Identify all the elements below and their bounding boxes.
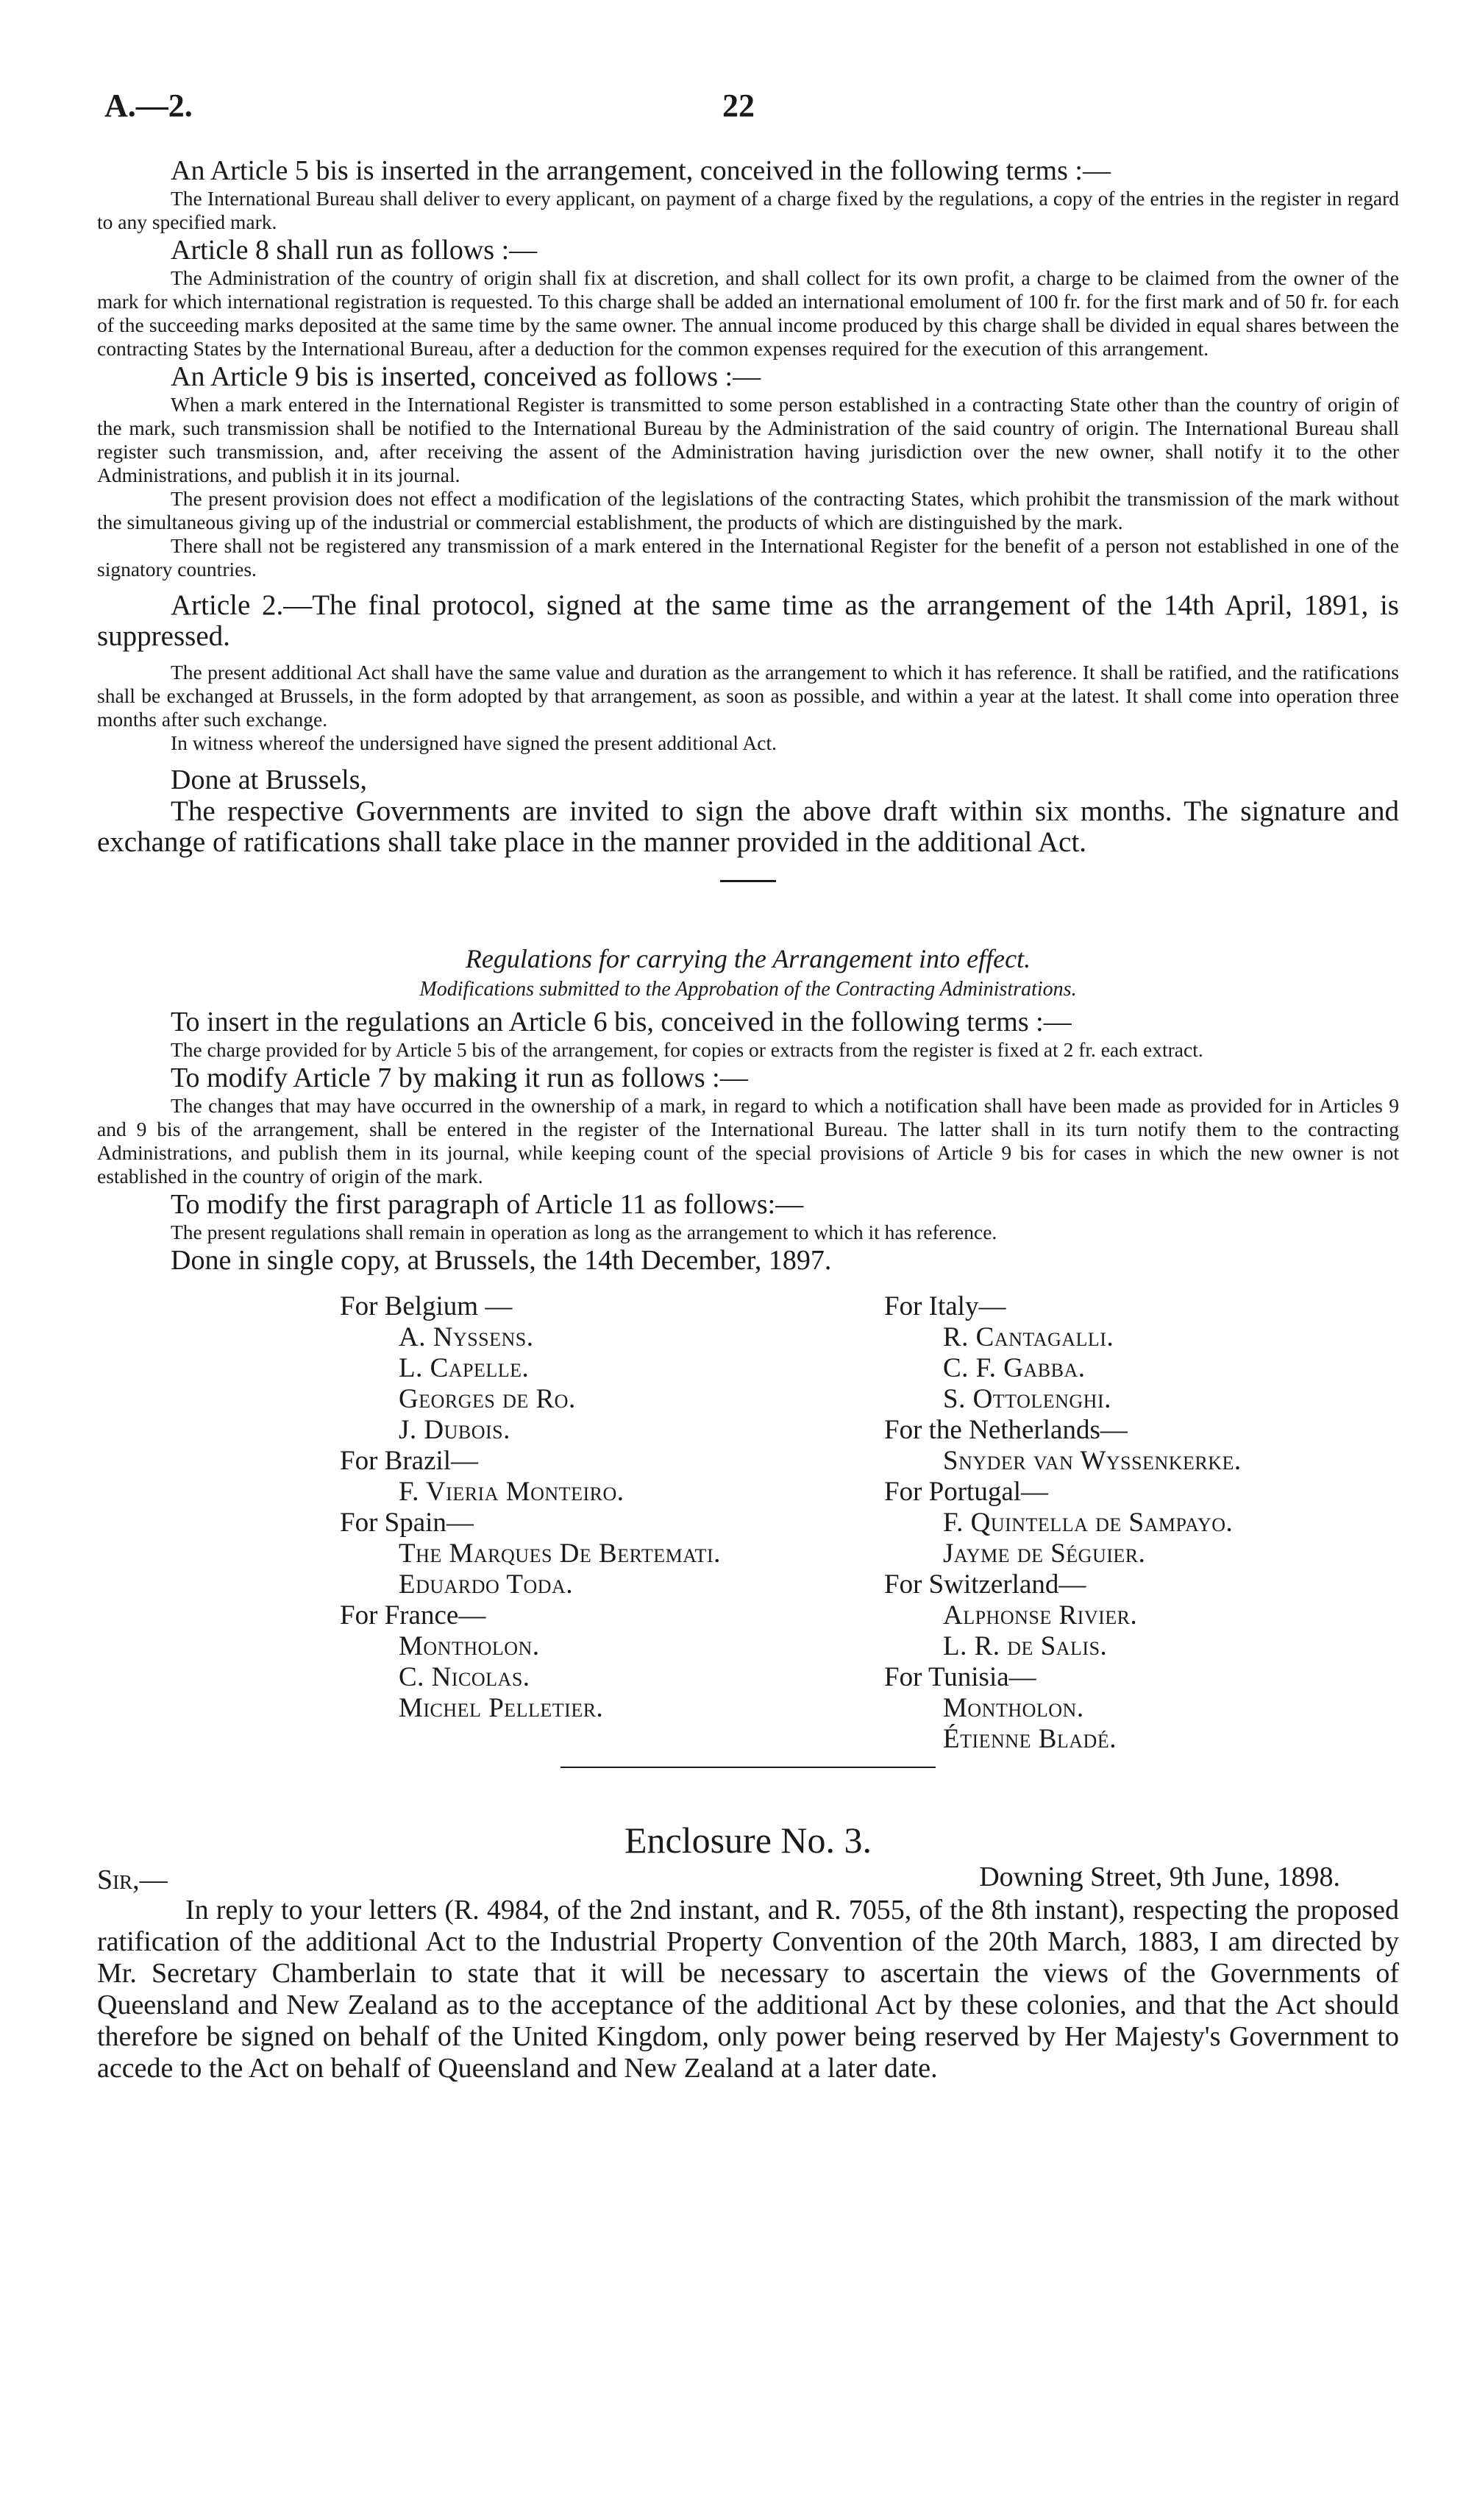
main-content bbox=[97, 155, 1399, 2084]
signatory-name: Alphonse Rivier. bbox=[943, 1600, 1138, 1630]
article-8-text: The Administration of the country of origin shall fix at discretion, and shall collect for its own profit, a charge to be claimed from the owner of the mark for which international registration is requested. To this charge shall be added an international emolument of 100 fr. for the first mark and of 50 fr. for each of the succeeding marks deposited at the same time by the same owner. The annual income produced by this charge shall be divided in equal shares between the contracting States by the International Bureau, after a deduction for the common expenses required for the execution of this arrangement. bbox=[97, 266, 1399, 360]
signatory-name: S. Ottolenghi. bbox=[943, 1384, 1111, 1414]
section-divider bbox=[720, 880, 776, 882]
signatory-name: L. Capelle. bbox=[399, 1353, 530, 1383]
regulations-subtitle: Modifications submitted to the Approbation of the Contracting Administrations. bbox=[419, 978, 1077, 1001]
country-belgium: For Belgium — bbox=[340, 1291, 513, 1321]
regulation-11-intro: To modify the first paragraph of Article 11 as follows:— bbox=[171, 1189, 804, 1220]
done-at-brussels: Done at Brussels, bbox=[171, 764, 368, 795]
signatory-name: The Marques De Bertemati. bbox=[399, 1538, 721, 1569]
signatory-name: A. Nyssens. bbox=[399, 1322, 534, 1352]
country-brazil: For Brazil— bbox=[340, 1446, 479, 1476]
signatory-name: Snyder van Wyssenkerke. bbox=[943, 1446, 1242, 1476]
signatories-left-column bbox=[340, 1291, 721, 1724]
enclosure-title: Enclosure No. 3. bbox=[624, 1820, 872, 1861]
signatory-name: J. Dubois. bbox=[399, 1415, 510, 1445]
regulation-6bis-intro: To insert in the regulations an Article 6 bis, conceived in the following terms :— bbox=[171, 1007, 1072, 1037]
article-9bis-intro: An Article 9 bis is inserted, conceived as follows :— bbox=[171, 361, 761, 392]
regulation-7-text: The changes that may have occurred in the ownership of a mark, in regard to which a notification shall have been made as provided for in Articles 9 and 9 bis of the arrangement, shall be entered in the register of the International Bureau. The latter shall in its turn notify them to the contracting Administrations, and publish them in its journal, while keeping count of the special provisions of Article 9 bis for cases in which the new owner is not established in the country of origin of the mark. bbox=[97, 1094, 1399, 1188]
article-5bis-intro: An Article 5 bis is inserted in the arrangement, conceived in the following terms :— bbox=[171, 155, 1111, 186]
place-date: Downing Street, 9th June, 1898. bbox=[979, 1861, 1340, 1892]
article-9bis-text-3: There shall not be registered any transmission of a mark entered in the International Register for the benefit of a person not established in one of the signatory countries. bbox=[97, 534, 1399, 581]
country-spain: For Spain— bbox=[340, 1508, 474, 1538]
signatory-name: F. Vieria Monteiro. bbox=[399, 1477, 624, 1507]
signatory-name: Étienne Bladé. bbox=[943, 1724, 1117, 1754]
letter-body: In reply to your letters (R. 4984, of the 2nd instant, and R. 7055, of the 8th instant), respecting the proposed ratification of the additional Act to the Industrial Property Convention of the 20th March, 1883, I am directed by Mr. Secretary Chamberlain to state that it will be necessary to ascertain the views of the Governments of Queensland and New Zealand as to the acceptance of the additional Act by these colonies, and that the Act should therefore be signed on behalf of the United Kingdom, only power being reserved by Her Majesty's Government to accede to the Act on behalf of Queensland and New Zealand at a later date. bbox=[97, 1895, 1399, 2084]
regulation-11-text: The present regulations shall remain in operation as long as the arrangement to which it has reference. bbox=[171, 1221, 997, 1243]
country-switzerland: For Switzerland— bbox=[884, 1569, 1086, 1600]
article-9bis-text-1: When a mark entered in the International Register is transmitted to some person established in a contracting State other than the country of origin of the mark, such transmission shall be notified to the International Bureau by the Administration of the said country of origin. The International Bureau shall register such transmission, and, after receiving the assent of the Administration having jurisdiction over the new owner, shall notify it to the other Administrations, and publish it in its journal. bbox=[97, 393, 1399, 486]
regulations-title: Regulations for carrying the Arrangement into effect. bbox=[465, 944, 1031, 973]
signatory-name: C. Nicolas. bbox=[399, 1662, 530, 1692]
paper-reference: A.—2. bbox=[104, 88, 193, 124]
regulation-6bis-text: The charge provided for by Article 5 bis of the arrangement, for copies or extracts from the register is fixed at 2 fr. each extract. bbox=[171, 1038, 1203, 1061]
country-italy: For Italy— bbox=[884, 1291, 1006, 1321]
page-number: 22 bbox=[722, 88, 755, 124]
witness-clause: In witness whereof the undersigned have signed the present additional Act. bbox=[171, 731, 777, 754]
governments-invited: The respective Governments are invited to sign the above draft within six months. The signature and exchange of ratifications shall take place in the manner provided in the additional Act. bbox=[97, 795, 1399, 858]
article-8-intro: Article 8 shall run as follows :— bbox=[171, 235, 538, 266]
signatory-name: Georges de Ro. bbox=[399, 1384, 576, 1414]
country-netherlands: For the Netherlands— bbox=[884, 1415, 1128, 1445]
page-header bbox=[96, 87, 1381, 131]
salutation: Sir,— bbox=[97, 1864, 168, 1895]
signatory-name: F. Quintella de Sampayo. bbox=[943, 1508, 1234, 1538]
signatory-name: Jayme de Séguier. bbox=[943, 1538, 1146, 1569]
enclosure-divider bbox=[560, 1767, 936, 1768]
country-tunisia: For Tunisia— bbox=[884, 1662, 1036, 1692]
article-5bis-text: The International Bureau shall deliver to every applicant, on payment of a charge fixed by the regulations, a copy of the entries in the register in regard to any specified mark. bbox=[97, 187, 1399, 233]
article-2-text: Article 2.—The final protocol, signed at the same time as the arrangement of the 14th April, 1891, is suppressed. bbox=[97, 589, 1399, 652]
signatory-name: Montholon. bbox=[943, 1693, 1084, 1723]
signatory-name: C. F. Gabba. bbox=[943, 1353, 1086, 1383]
article-9bis-text-2: The present provision does not effect a modification of the legislations of the contracting States, which prohibit the transmission of the mark without the simultaneous giving up of the industrial or commercial establishment, the products of which are distinguished by the mark. bbox=[97, 487, 1399, 533]
country-france: For France— bbox=[340, 1600, 486, 1630]
signatory-name: R. Cantagalli. bbox=[943, 1322, 1114, 1352]
regulation-7-intro: To modify Article 7 by making it run as follows :— bbox=[171, 1062, 748, 1093]
signatory-name: Montholon. bbox=[399, 1631, 540, 1661]
letter-heading bbox=[97, 1861, 1399, 1895]
signatories-right-column bbox=[884, 1291, 1242, 1755]
signatory-name: Eduardo Toda. bbox=[399, 1569, 574, 1600]
done-single-copy: Done in single copy, at Brussels, the 14th December, 1897. bbox=[171, 1245, 832, 1276]
signatories bbox=[97, 1291, 1399, 1762]
signatory-name: L. R. de Salis. bbox=[943, 1631, 1108, 1661]
signatory-name: Michel Pelletier. bbox=[399, 1693, 604, 1723]
additional-act-clause: The present additional Act shall have the same value and duration as the arrangement to which it has reference. It shall be ratified, and the ratifications shall be exchanged at Brussels, in the form adopted by that arrangement, as soon as possible, and within a year at the latest. It shall come into operation three months after such exchange. bbox=[97, 661, 1399, 731]
country-portugal: For Portugal— bbox=[884, 1477, 1049, 1507]
